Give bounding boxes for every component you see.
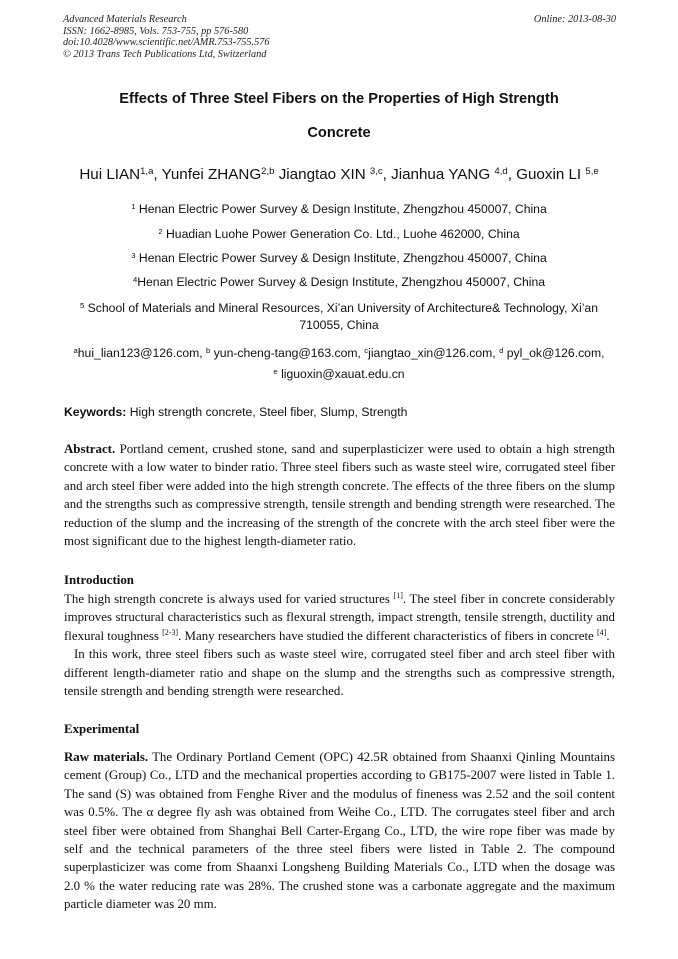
affiliation-2 [50, 226, 628, 243]
abstract-text: Portland cement, crushed stone, sand and superplasticizer were used to obtain a high strength concrete with a low water to binder ratio. Three steel fibers such as waste steel wire, corrugated steel fiber and arch steel fiber were added into the high strength concrete. The effects of the three fibers on the slump and the strengths such as compressive strength, tensile strength and bending strength were researched. The reduction of the slump and the increasing of the strength of the concrete with the arch steel fiber were the most significant due to the highest length-diameter ratio. [64, 442, 615, 549]
email-link[interactable]: hui_lian123@126.com, [77, 346, 203, 360]
intro-text: . The steel fiber in concrete considerably improves structural characteristics such as flexural strength, impact strength, tensile strength, ductility and flexural toughness [64, 592, 615, 643]
experimental-heading: Experimental [64, 722, 140, 736]
author-superscript: 4,d [494, 166, 508, 178]
affiliation-text: Huadian Luohe Power Generation Co. Ltd., Luohe 462000, China [165, 227, 520, 241]
issn-line: ISSN: 1662-8985, Vols. 753-755, pp 576-580 [63, 25, 249, 37]
introduction-section [64, 590, 615, 700]
introduction-paragraph-2: In this work, three steel fibers such as waste steel wire, corrugated steel fiber and arch steel fiber with different length-diameter ratio and shape on the slump and the strengths such as compressive strength, tensile strength and bending strength were researched. [64, 647, 615, 699]
author-superscript: 3,c [369, 166, 383, 178]
online-date: Online: 2013-08-30 [533, 14, 616, 25]
author-name: Guoxin LI [516, 166, 586, 183]
keywords-label: Keywords: [64, 405, 127, 419]
author-separator: , [153, 166, 162, 183]
affiliation-number: 2 [158, 227, 163, 237]
affiliation-3 [50, 250, 628, 267]
affiliation-number: 5 [80, 301, 85, 311]
introduction-heading: Introduction [64, 573, 134, 587]
email-link[interactable]: yun-cheng-tang@163.com, [213, 346, 361, 360]
experimental-section [64, 748, 615, 914]
copyright-line: © 2013 Trans Tech Publications Ltd, Switzerland [63, 48, 267, 60]
introduction-paragraph-1 [64, 590, 615, 645]
author-name: Jiangtao XIN [278, 166, 370, 183]
raw-materials-text: The Ordinary Portland Cement (OPC) 42.5R obtained from Shaanxi Qinling Mountains cement (Group) Co., LTD and the mechanical properties according to GB175-2007 were listed in Table 1. The sand (S) was obtained from Fenghe River and the modulus of fineness was 2.52 and the soil content was 0.5%. The α degree fly ash was obtained from Weihe Co., LTD. The corrugates steel fiber and arch steel fiber were obtained from Shanghai Bell Carter-Ergang Co., LTD, the wire rope fiber was made by self and the technical parameters of the three steel fibers were listed in Table 2. The compound superplasticizer was come from Shaanxi Longsheng Building Materials Co., LTD when the dosage was 2.0 % the water reducing rate was 28%. The crushed stone was a carbonate aggregate and the maximum particle diameter was 20 mm. [64, 750, 615, 912]
paper-title-line-1: Effects of Three Steel Fibers on the Properties of High Strength [119, 91, 559, 107]
affiliation-number: 3 [131, 251, 136, 261]
email-list [50, 343, 628, 385]
email-marker: a [73, 346, 78, 356]
author-superscript: 2,b [261, 166, 275, 178]
author-separator: , [382, 166, 392, 183]
author-list [40, 166, 638, 183]
intro-text: . Many researchers have studied the different characteristics of fibers in concrete [178, 628, 597, 643]
citation-ref[interactable]: [1] [393, 591, 403, 601]
journal-name: Advanced Materials Research [63, 14, 187, 25]
keywords-text: High strength concrete, Steel fiber, Slump, Strength [129, 405, 408, 419]
raw-materials-label: Raw materials. [64, 750, 149, 764]
email-link[interactable]: liguoxin@xauat.edu.cn [281, 367, 405, 381]
keywords-line [64, 405, 407, 419]
affiliation-text: School of Materials and Mineral Resources, Xi’an University of Architecture& Technology, Xi’an [87, 301, 598, 315]
intro-text: The high strength concrete is always used for varied structures [64, 592, 394, 606]
affiliation-5 [50, 300, 628, 334]
email-marker: c [364, 346, 369, 356]
affiliation-text: Henan Electric Power Survey & Design Institute, Zhengzhou 450007, China [138, 202, 547, 216]
email-link[interactable]: pyl_ok@126.com, [506, 346, 605, 360]
author-name: Jianhua YANG [391, 166, 495, 183]
email-marker: b [206, 346, 211, 356]
affiliation-text-continued: 710055, China [299, 318, 379, 332]
paper-title-line-2: Concrete [307, 125, 371, 141]
journal-header [63, 14, 616, 60]
affiliation-4 [50, 274, 628, 291]
intro-text: . [606, 628, 610, 643]
author-superscript: 1,a [140, 166, 154, 178]
affiliation-text: Henan Electric Power Survey & Design Institute, Zhengzhou 450007, China [138, 251, 547, 265]
affiliation-1 [50, 201, 628, 218]
email-marker: d [499, 346, 504, 356]
citation-ref[interactable]: [2-3] [162, 628, 179, 638]
author-name: Yunfei ZHANG [161, 166, 262, 183]
citation-ref[interactable]: [4] [596, 628, 607, 638]
abstract-section [64, 440, 615, 550]
author-superscript: 5,e [585, 166, 599, 178]
abstract-label: Abstract. [64, 442, 116, 456]
email-marker: e [273, 367, 278, 377]
author-name: Hui LIAN [79, 166, 141, 183]
email-link[interactable]: jiangtao_xin@126.com, [368, 346, 496, 360]
affiliation-number: 4 [132, 275, 138, 285]
affiliation-number: 1 [131, 202, 136, 212]
doi-line: doi:10.4028/www.scientific.net/AMR.753-755.576 [63, 37, 270, 49]
affiliation-text: Henan Electric Power Survey & Design Institute, Zhengzhou 450007, China [137, 275, 546, 289]
author-separator: , [507, 166, 517, 183]
